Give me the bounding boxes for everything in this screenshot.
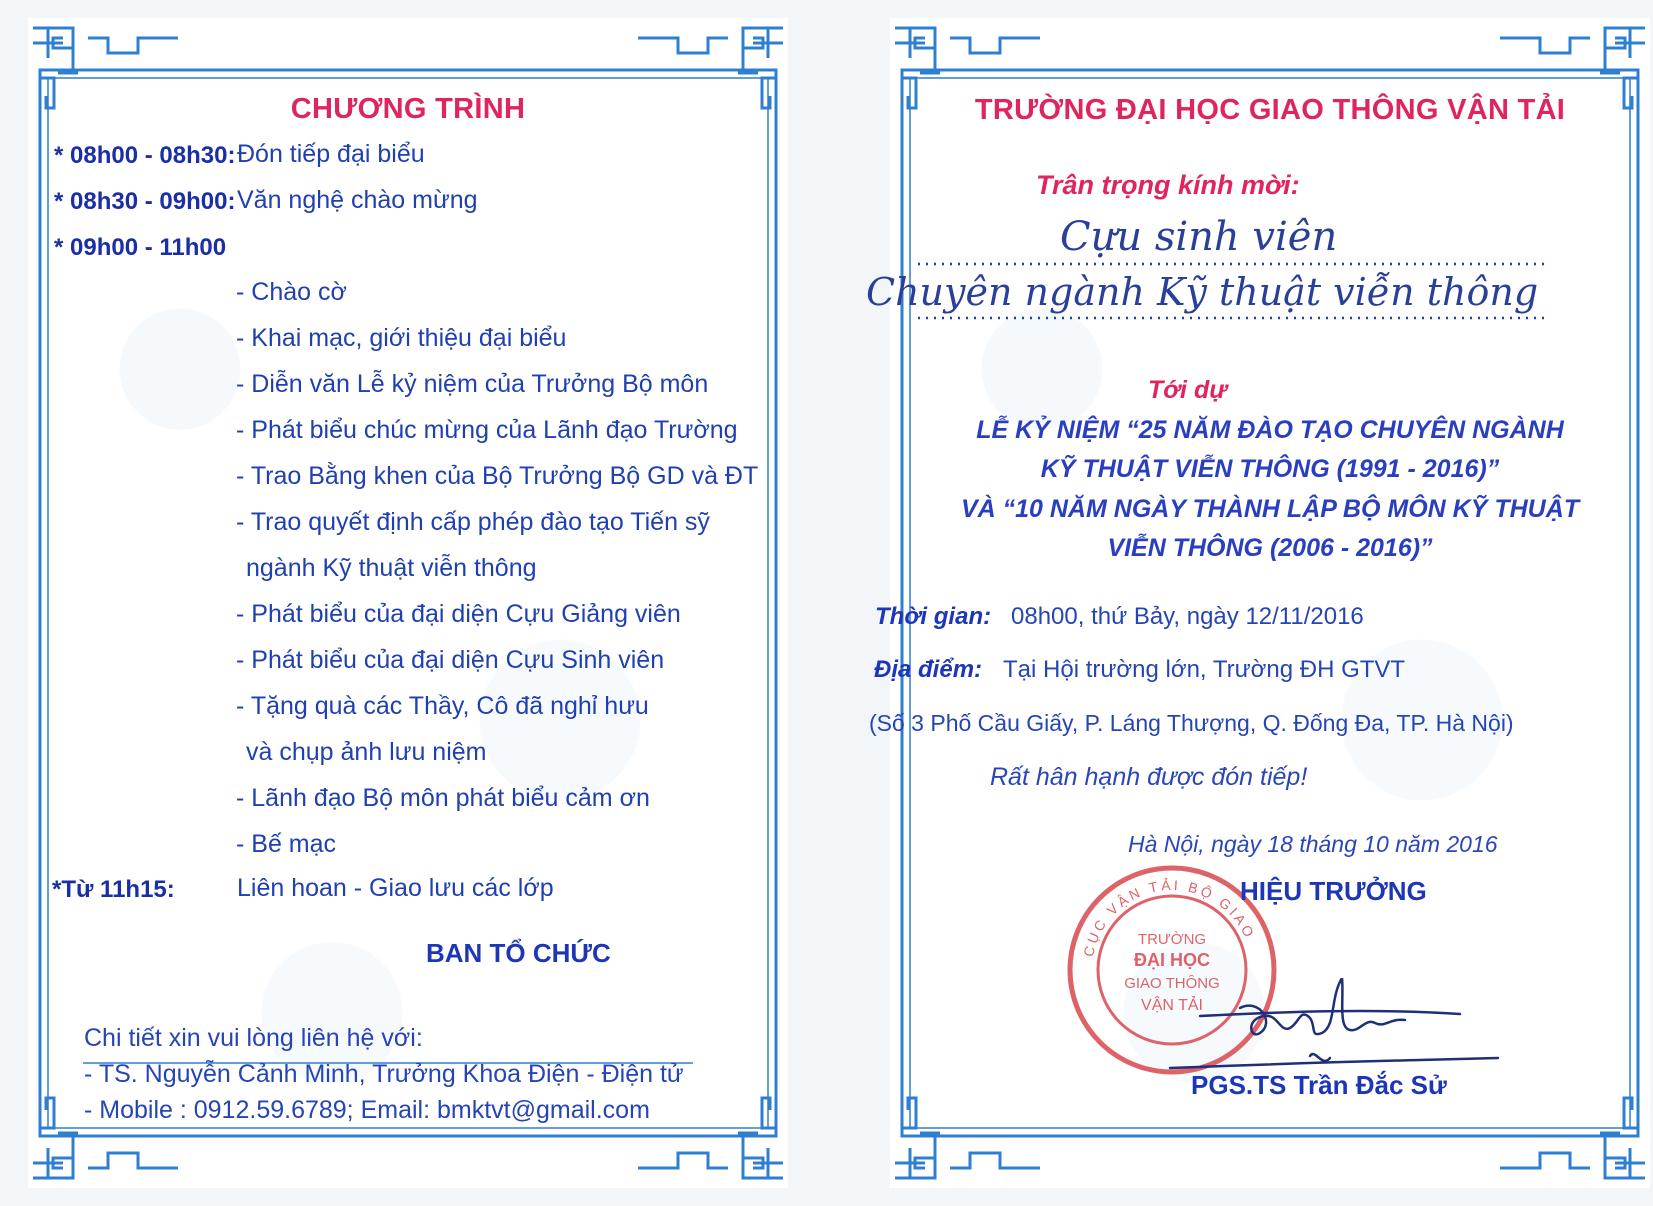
schedule-time: * 08h30 - 09h00: — [54, 188, 236, 215]
university-name: TRƯỜNG ĐẠI HỌC GIAO THÔNG VẬN TẢI — [974, 94, 1566, 126]
welcome-text: Rất hân hạnh được đón tiếp! — [990, 763, 1308, 791]
program-item: và chụp ảnh lưu niệm — [246, 738, 487, 766]
program-item: - Trao Bằng khen của Bộ Trưởng Bộ GD và ĐT — [236, 462, 759, 490]
schedule-time: *Từ 11h15: — [52, 876, 175, 903]
attend-label: Tới dự — [1148, 376, 1228, 404]
program-item: - Lãnh đạo Bộ môn phát biểu cảm ơn — [236, 784, 650, 812]
schedule-activity: Liên hoan - Giao lưu các lớp — [237, 874, 554, 902]
program-title: CHƯƠNG TRÌNH — [290, 93, 526, 125]
event-title: VÀ “10 NĂM NGÀY THÀNH LẬP BỘ MÔN KỸ THUẬT — [960, 495, 1580, 523]
stamp-text: VẬN TẢI — [1141, 997, 1203, 1014]
schedule-activity: Văn nghệ chào mừng — [237, 186, 478, 214]
address: (Số 3 Phố Cầu Giấy, P. Láng Thượng, Q. Đống Đa, TP. Hà Nội) — [869, 710, 1514, 736]
issue-date: Hà Nội, ngày 18 tháng 10 năm 2016 — [1128, 831, 1498, 857]
event-title: KỸ THUẬT VIỄN THÔNG (1991 - 2016)” — [1040, 455, 1500, 483]
stamp-text: ĐẠI HỌC — [1134, 950, 1210, 970]
place-value: Tại Hội trường lớn, Trường ĐH GTVT — [1003, 656, 1406, 683]
program-item: - Phát biểu của đại diện Cựu Sinh viên — [236, 646, 665, 674]
schedule-time: * 08h00 - 08h30: — [54, 142, 236, 169]
organizer: BAN TỔ CHỨC — [426, 938, 611, 968]
program-item: - Bế mạc — [236, 830, 337, 858]
program-item: - Tặng quà các Thầy, Cô đã nghỉ hưu — [236, 692, 649, 720]
stamp-ring-text: CỤC VẬN TẢI BỘ GIAO — [1080, 876, 1259, 959]
schedule-activity: Đón tiếp đại biểu — [237, 140, 425, 168]
program-item: - Chào cờ — [236, 278, 347, 306]
program-item: - Khai mạc, giới thiệu đại biểu — [236, 324, 567, 352]
program-item: - Trao quyết định cấp phép đào tạo Tiến sỹ — [236, 508, 710, 536]
event-title: VIỄN THÔNG (2006 - 2016)” — [1107, 534, 1433, 562]
guest-handwritten: Cựu sinh viên — [1060, 214, 1338, 260]
program-card — [28, 18, 788, 1188]
program-item: ngành Kỹ thuật viễn thông — [246, 554, 537, 582]
program-item: - Diễn văn Lễ kỷ niệm của Trưởng Bộ môn — [236, 370, 709, 398]
contact-person: - TS. Nguyễn Cảnh Minh, Trưởng Khoa Điện - Điện tử — [84, 1060, 684, 1088]
event-title: LỄ KỶ NIỆM “25 NĂM ĐÀO TẠO CHUYÊN NGÀNH — [976, 416, 1564, 444]
guest-handwritten: Chuyên ngành Kỹ thuật viễn thông — [866, 270, 1539, 314]
schedule-time: * 09h00 - 11h00 — [54, 234, 227, 261]
time-label: Thời gian: — [875, 603, 992, 630]
place-label: Địa điểm: — [874, 656, 983, 683]
invite-heading: Trân trọng kính mời: — [1036, 170, 1300, 200]
program-item: - Phát biểu chúc mừng của Lãnh đạo Trường — [236, 416, 738, 444]
invitation-card — [866, 18, 1650, 1188]
program-item: - Phát biểu của đại diện Cựu Giảng viên — [236, 600, 681, 628]
stamp-text: TRƯỜNG — [1137, 931, 1207, 948]
contact-details: - Mobile : 0912.59.6789; Email: bmktvt@gmail.com — [84, 1096, 650, 1124]
stamp-text: GIAO THÔNG — [1124, 975, 1220, 992]
time-value: 08h00, thứ Bảy, ngày 12/11/2016 — [1011, 603, 1364, 630]
contact-heading: Chi tiết xin vui lòng liên hệ với: — [84, 1024, 423, 1052]
signer-title: HIỆU TRƯỞNG — [1240, 876, 1427, 906]
signer-name: PGS.TS Trần Đắc Sử — [1191, 1070, 1447, 1100]
corner-ornament-tl — [33, 28, 178, 73]
